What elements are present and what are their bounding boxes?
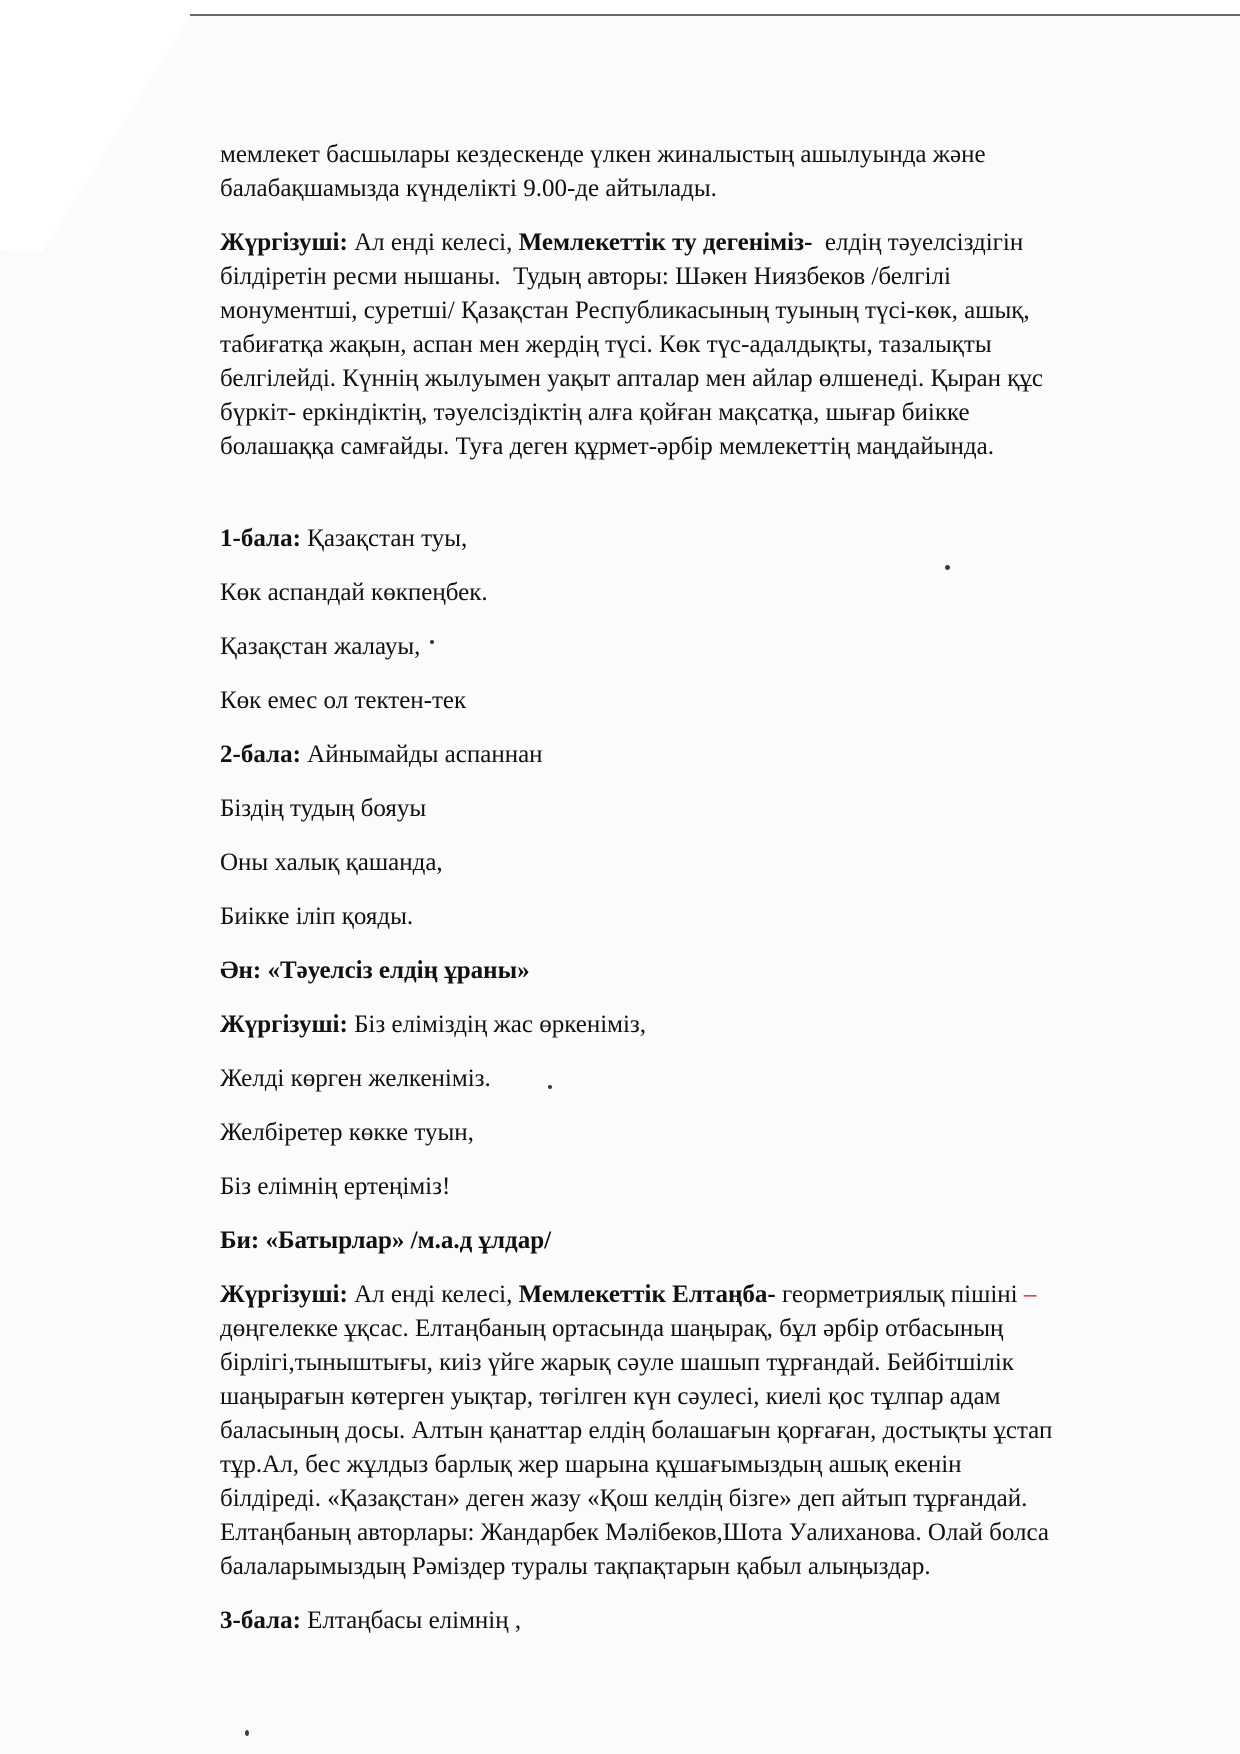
- scan-speck: [245, 1730, 249, 1736]
- text-line: балаларымыздың Рәміздер туралы тақпақтарын қабыл алыңыздар.: [220, 1553, 931, 1580]
- red-dash: –: [1023, 1281, 1037, 1308]
- paragraph-intro: [220, 138, 1200, 206]
- text-line: білдіретін ресми нышаны. Тудың авторы: Шәкен Ниязбеков /белгілі: [220, 263, 951, 290]
- text-span: Ал енді келесі,: [347, 1281, 519, 1308]
- paragraph-flag: [220, 226, 1200, 464]
- text-span: елдің тәуелсіздігін: [812, 229, 1024, 256]
- text-span: Айнымайды аспаннан: [300, 741, 543, 768]
- poem-line: [220, 1008, 1200, 1042]
- speaker-label: Жүргізуші:: [220, 1011, 348, 1038]
- text-span: Елтаңбасы елімнің ,: [300, 1607, 522, 1634]
- poem-line: Көк аспандай көкпеңбек.: [220, 579, 488, 606]
- term-label: Мемлекеттік Елтаңба-: [518, 1281, 776, 1308]
- text-line: мемлекет басшылары кездескенде үлкен жиналыстың ашылуында және: [220, 141, 986, 168]
- page-edge-line: [190, 14, 1240, 16]
- text-line: бүркіт- еркіндіктің, тәуелсіздіктің алға қойған мақсатқа, шығар биікке: [220, 399, 970, 426]
- paragraph-emblem: [220, 1278, 1200, 1584]
- scan-speck: [548, 1085, 552, 1089]
- dance-heading: Би: «Батырлар» /м.а.д ұлдар/: [220, 1227, 552, 1254]
- text-line: монументші, суретші/ Қазақстан Республикасының туының түсі-көк, ашық,: [220, 297, 1030, 324]
- text-line: [220, 226, 1200, 260]
- text-line: Елтаңбаның авторлары: Жандарбек Мәлібеков,Шота Уалиханова. Олай болса: [220, 1519, 1049, 1546]
- text-line: тұр.Ал, бес жұлдыз барлық жер шарына құшағымыздың ашық екенін: [220, 1451, 962, 1478]
- speaker-label: 2-бала:: [220, 741, 301, 768]
- poem-line: Көк емес ол тектен-тек: [220, 687, 467, 714]
- text-line: болашаққа самғайды. Туға деген құрмет-әрбір мемлекеттің маңдайында.: [220, 433, 994, 460]
- speaker-label: Жүргізуші:: [220, 229, 348, 256]
- speaker-label: 3-бала:: [220, 1607, 301, 1634]
- text-line: білдіреді. «Қазақстан» деген жазу «Қош келдің бізге» деп айтып тұрғандай.: [220, 1485, 1028, 1512]
- poem-line: [220, 1604, 1200, 1638]
- text-line: белгілейді. Күннің жылуымен уақыт апталар мен айлар өлшенеді. Қыран құс: [220, 365, 1043, 392]
- speaker-label: Жүргізуші:: [220, 1281, 348, 1308]
- song-heading: Ән: «Тәуелсіз елдің ұраны»: [220, 957, 530, 984]
- poem-line: Желбіретер көкке туын,: [220, 1119, 474, 1146]
- poem-host: [220, 1008, 1200, 1204]
- text-line: бірлігі,тыныштығы, киіз үйге жарық сәуле шашып тұрғандай. Бейбітшілік: [220, 1349, 1014, 1376]
- text-span: Ал енді келесі,: [347, 229, 519, 256]
- poem-line: Біздің тудың бояуы: [220, 795, 427, 822]
- poem-line: [220, 522, 1200, 556]
- text-line: [220, 1278, 1200, 1312]
- poem-line: Биікке іліп қояды.: [220, 903, 414, 930]
- text-line: табиғатқа жақын, аспан мен жердің түсі. Көк түс-адалдықты, тазалықты: [220, 331, 992, 358]
- poem-line: Желді көрген желкеніміз.: [220, 1065, 491, 1092]
- text-span: Қазақстан туы,: [300, 525, 468, 552]
- text-span: георметриялық пішіні: [775, 1281, 1024, 1308]
- poem-line: Оны халық қашанда,: [220, 849, 443, 876]
- term-label: Мемлекеттік ту дегеніміз-: [518, 229, 813, 256]
- text-line: дөңгелекке ұқсас. Елтаңбаның ортасында шаңырақ, бұл әрбір отбасының: [220, 1315, 1004, 1342]
- poem-line: [220, 738, 1200, 772]
- document-body: [220, 138, 1200, 1638]
- scan-speck: [430, 640, 434, 644]
- poem-line: Қазақстан жалауы,: [220, 633, 421, 660]
- poem-line: Біз елімнің ертеңіміз!: [220, 1173, 451, 1200]
- text-span: Біз еліміздің жас өркеніміз,: [347, 1011, 647, 1038]
- speaker-label: 1-бала:: [220, 525, 301, 552]
- scan-speck: [945, 565, 950, 570]
- poem-child-1: [220, 522, 1200, 718]
- text-line: баласының досы. Алтын қанаттар елдің болашағын қорғаған, достықты ұстап: [220, 1417, 1053, 1444]
- poem-child-2: [220, 738, 1200, 934]
- text-line: балабақшамызда күнделікті 9.00-де айтылады.: [220, 175, 717, 202]
- text-line: шаңырағын көтерген уықтар, төгілген күн сәулесі, киелі қос тұлпар адам: [220, 1383, 1001, 1410]
